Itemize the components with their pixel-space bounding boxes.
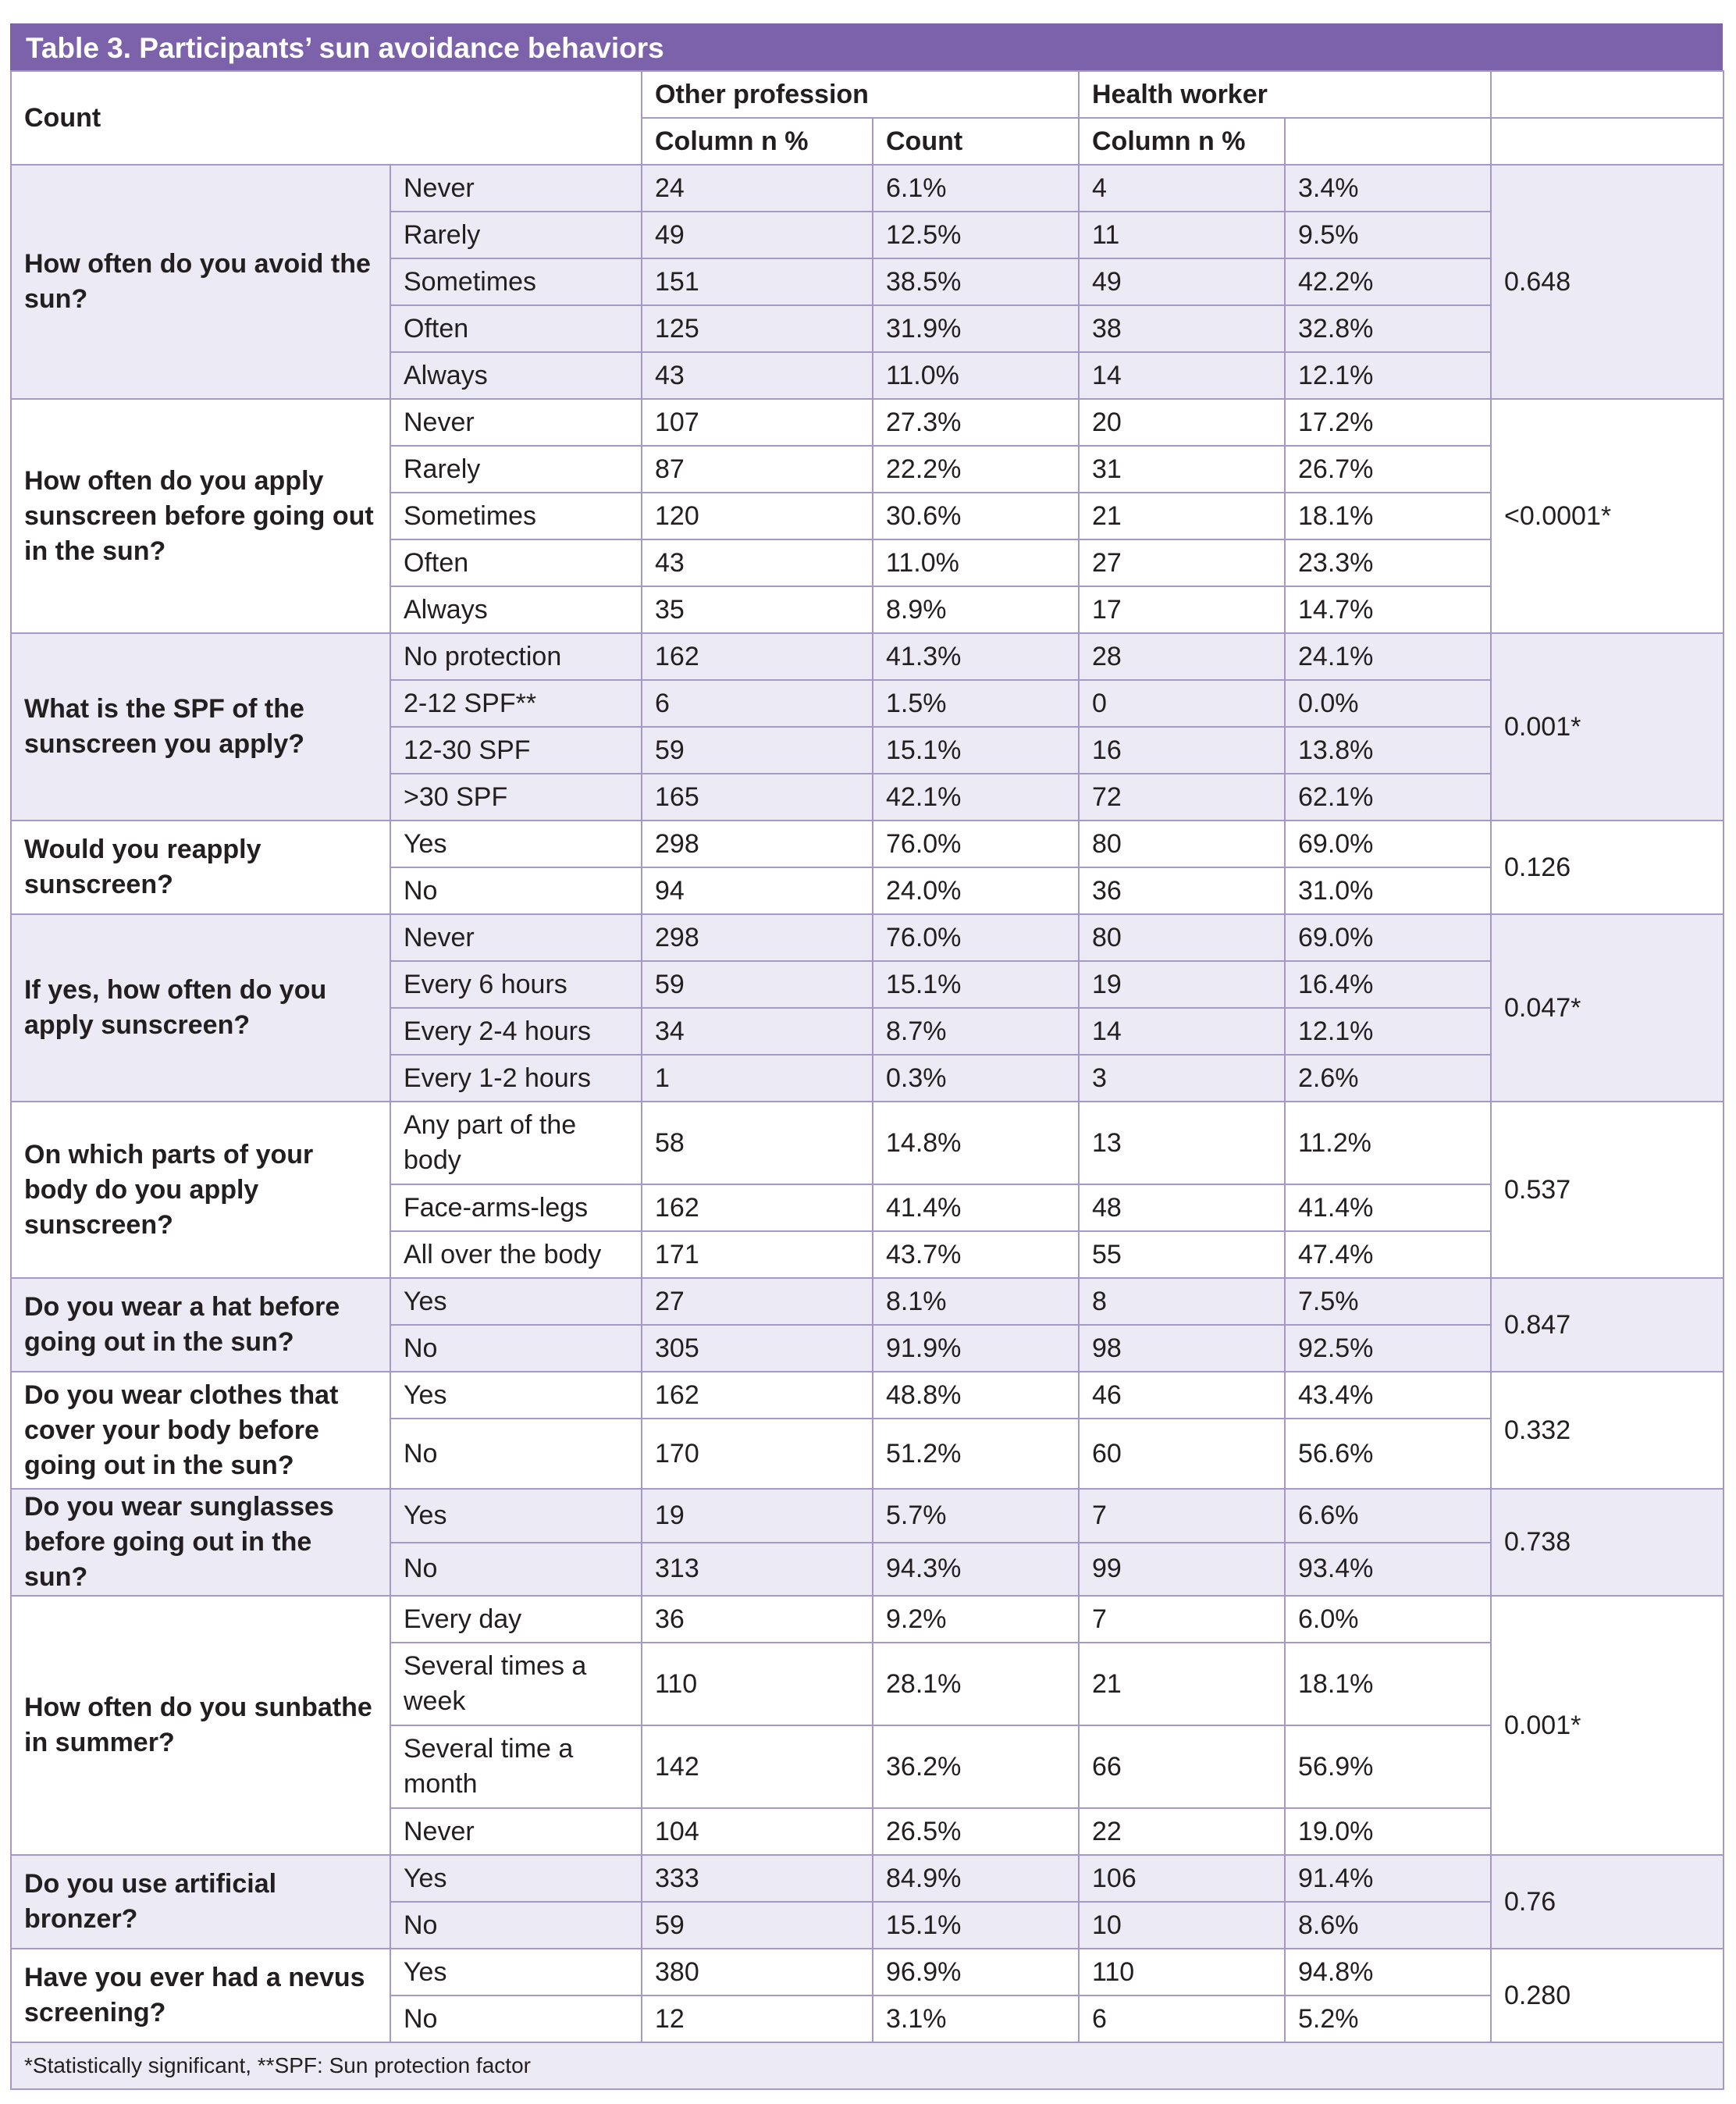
answer-label-cell: Yes <box>390 1278 642 1325</box>
value-cell: 38.5% <box>873 258 1079 305</box>
header-row-1 <box>11 71 1724 118</box>
footnote: *Statistically significant, **SPF: Sun protection factor <box>11 2042 1724 2089</box>
header-p-value-cell <box>1491 71 1724 118</box>
answer-label-cell: Several times a week <box>390 1643 642 1725</box>
value-cell: 12 <box>642 1995 873 2042</box>
value-cell: 60 <box>1079 1419 1285 1489</box>
value-cell: 298 <box>642 914 873 961</box>
question-cell: How often do you apply sunscreen before going out in the sun? <box>11 399 390 633</box>
value-cell: 380 <box>642 1949 873 1995</box>
value-cell: 110 <box>642 1643 873 1725</box>
value-cell: 0.0% <box>1285 680 1491 727</box>
answer-label-cell: Often <box>390 305 642 352</box>
value-cell: 30.6% <box>873 493 1079 539</box>
answer-label-cell: Yes <box>390 1372 642 1419</box>
answer-label-cell: No <box>390 1325 642 1372</box>
answer-label-cell: Yes <box>390 1489 642 1543</box>
question-cell: If yes, how often do you apply sunscreen? <box>11 914 390 1102</box>
value-cell: 11.2% <box>1285 1102 1491 1184</box>
value-cell: 56.6% <box>1285 1419 1491 1489</box>
value-cell: 125 <box>642 305 873 352</box>
answer-label-cell: Often <box>390 539 642 586</box>
value-cell: 21 <box>1079 493 1285 539</box>
value-cell: 20 <box>1079 399 1285 446</box>
value-cell: 55 <box>1079 1231 1285 1278</box>
value-cell: 12.1% <box>1285 352 1491 399</box>
value-cell: 120 <box>642 493 873 539</box>
header-other-profession: Other profession <box>642 71 1079 118</box>
value-cell: 298 <box>642 821 873 867</box>
value-cell: 21 <box>1079 1643 1285 1725</box>
answer-label-cell: No <box>390 867 642 914</box>
answer-label-cell: Any part of the body <box>390 1102 642 1184</box>
value-cell: 91.4% <box>1285 1855 1491 1902</box>
value-cell: 27 <box>642 1278 873 1325</box>
value-cell: 41.4% <box>1285 1184 1491 1231</box>
value-cell: 7 <box>1079 1596 1285 1643</box>
value-cell: 8.9% <box>873 586 1079 633</box>
header-col4 <box>1285 118 1491 165</box>
value-cell: 69.0% <box>1285 914 1491 961</box>
answer-label-cell: Every 1-2 hours <box>390 1055 642 1102</box>
value-cell: 32.8% <box>1285 305 1491 352</box>
p-value-cell: <0.0001* <box>1491 399 1724 633</box>
value-cell: 3.1% <box>873 1995 1079 2042</box>
value-cell: 41.4% <box>873 1184 1079 1231</box>
header-col3: Column n % <box>1079 118 1285 165</box>
value-cell: 46 <box>1079 1372 1285 1419</box>
value-cell: 76.0% <box>873 914 1079 961</box>
value-cell: 162 <box>642 633 873 680</box>
value-cell: 15.1% <box>873 961 1079 1008</box>
value-cell: 162 <box>642 1184 873 1231</box>
value-cell: 0.3% <box>873 1055 1079 1102</box>
answer-label-cell: Never <box>390 1808 642 1855</box>
value-cell: 15.1% <box>873 1902 1079 1949</box>
value-cell: 6.1% <box>873 165 1079 212</box>
value-cell: 11 <box>1079 212 1285 258</box>
value-cell: 26.7% <box>1285 446 1491 493</box>
answer-label-cell: Every day <box>390 1596 642 1643</box>
question-cell: Do you wear sunglasses before going out in the sun? <box>11 1489 390 1596</box>
table-row <box>11 399 1724 446</box>
question-cell: How often do you sunbathe in summer? <box>11 1596 390 1855</box>
value-cell: 7 <box>1079 1489 1285 1543</box>
value-cell: 19.0% <box>1285 1808 1491 1855</box>
value-cell: 28.1% <box>873 1643 1079 1725</box>
answer-label-cell: 12-30 SPF <box>390 727 642 774</box>
value-cell: 49 <box>642 212 873 258</box>
answer-label-cell: 2-12 SPF** <box>390 680 642 727</box>
value-cell: 23.3% <box>1285 539 1491 586</box>
value-cell: 6 <box>1079 1995 1285 2042</box>
value-cell: 91.9% <box>873 1325 1079 1372</box>
value-cell: 16.4% <box>1285 961 1491 1008</box>
header-health-worker: Health worker <box>1079 71 1491 118</box>
table-row <box>11 821 1724 867</box>
value-cell: 16 <box>1079 727 1285 774</box>
value-cell: 31.0% <box>1285 867 1491 914</box>
footnote-row <box>11 2042 1724 2089</box>
value-cell: 19 <box>1079 961 1285 1008</box>
question-cell: On which parts of your body do you apply sunscreen? <box>11 1102 390 1278</box>
value-cell: 94.8% <box>1285 1949 1491 1995</box>
value-cell: 38 <box>1079 305 1285 352</box>
value-cell: 31.9% <box>873 305 1079 352</box>
value-cell: 7.5% <box>1285 1278 1491 1325</box>
value-cell: 24.1% <box>1285 633 1491 680</box>
value-cell: 11.0% <box>873 539 1079 586</box>
value-cell: 99 <box>1079 1543 1285 1597</box>
value-cell: 13 <box>1079 1102 1285 1184</box>
value-cell: 66 <box>1079 1725 1285 1808</box>
answer-label-cell: All over the body <box>390 1231 642 1278</box>
value-cell: 80 <box>1079 914 1285 961</box>
value-cell: 80 <box>1079 821 1285 867</box>
answer-label-cell: Always <box>390 352 642 399</box>
value-cell: 59 <box>642 727 873 774</box>
sun-avoidance-table <box>10 70 1724 2090</box>
value-cell: 313 <box>642 1543 873 1597</box>
answer-label-cell: Yes <box>390 1855 642 1902</box>
value-cell: 162 <box>642 1372 873 1419</box>
table-row <box>11 1372 1724 1419</box>
table-container <box>10 23 1723 2090</box>
p-value-cell: 0.126 <box>1491 821 1724 914</box>
value-cell: 12.5% <box>873 212 1079 258</box>
value-cell: 43.7% <box>873 1231 1079 1278</box>
value-cell: 9.5% <box>1285 212 1491 258</box>
value-cell: 107 <box>642 399 873 446</box>
value-cell: 110 <box>1079 1949 1285 1995</box>
value-cell: 18.1% <box>1285 493 1491 539</box>
value-cell: 59 <box>642 1902 873 1949</box>
value-cell: 8.6% <box>1285 1902 1491 1949</box>
answer-label-cell: Never <box>390 165 642 212</box>
question-cell: Do you use artificial bronzer? <box>11 1855 390 1949</box>
p-value-cell: 0.001* <box>1491 633 1724 821</box>
value-cell: 41.3% <box>873 633 1079 680</box>
value-cell: 14 <box>1079 352 1285 399</box>
value-cell: 69.0% <box>1285 821 1491 867</box>
value-cell: 3.4% <box>1285 165 1491 212</box>
value-cell: 14.7% <box>1285 586 1491 633</box>
answer-label-cell: Sometimes <box>390 493 642 539</box>
value-cell: 72 <box>1079 774 1285 821</box>
value-cell: 34 <box>642 1008 873 1055</box>
answer-label-cell: No protection <box>390 633 642 680</box>
value-cell: 8.1% <box>873 1278 1079 1325</box>
p-value-cell: 0.537 <box>1491 1102 1724 1278</box>
table-row <box>11 1278 1724 1325</box>
question-cell: Do you wear a hat before going out in the sun? <box>11 1278 390 1372</box>
value-cell: 96.9% <box>873 1949 1079 1995</box>
answer-label-cell: Yes <box>390 1949 642 1995</box>
answer-label-cell: No <box>390 1419 642 1489</box>
value-cell: 87 <box>642 446 873 493</box>
value-cell: 48.8% <box>873 1372 1079 1419</box>
value-cell: 35 <box>642 586 873 633</box>
value-cell: 6.6% <box>1285 1489 1491 1543</box>
value-cell: 1 <box>642 1055 873 1102</box>
value-cell: 4 <box>1079 165 1285 212</box>
p-value-cell: 0.001* <box>1491 1596 1724 1855</box>
table-body <box>11 71 1724 2089</box>
answer-label-cell: Every 2-4 hours <box>390 1008 642 1055</box>
answer-label-cell: Rarely <box>390 212 642 258</box>
value-cell: 171 <box>642 1231 873 1278</box>
value-cell: 27.3% <box>873 399 1079 446</box>
value-cell: 94.3% <box>873 1543 1079 1597</box>
value-cell: 333 <box>642 1855 873 1902</box>
value-cell: 84.9% <box>873 1855 1079 1902</box>
value-cell: 36 <box>642 1596 873 1643</box>
header-col2: Count <box>873 118 1079 165</box>
value-cell: 10 <box>1079 1902 1285 1949</box>
answer-label-cell: Always <box>390 586 642 633</box>
value-cell: 49 <box>1079 258 1285 305</box>
answer-label-cell: Every 6 hours <box>390 961 642 1008</box>
value-cell: 305 <box>642 1325 873 1372</box>
header-col1: Column n % <box>642 118 873 165</box>
value-cell: 24 <box>642 165 873 212</box>
question-cell: Would you reapply sunscreen? <box>11 821 390 914</box>
table-row <box>11 633 1724 680</box>
question-cell: How often do you avoid the sun? <box>11 165 390 399</box>
value-cell: 8 <box>1079 1278 1285 1325</box>
p-value-cell: 0.047* <box>1491 914 1724 1102</box>
value-cell: 17.2% <box>1285 399 1491 446</box>
answer-label-cell: Rarely <box>390 446 642 493</box>
value-cell: 1.5% <box>873 680 1079 727</box>
value-cell: 8.7% <box>873 1008 1079 1055</box>
value-cell: 14.8% <box>873 1102 1079 1184</box>
value-cell: 51.2% <box>873 1419 1079 1489</box>
value-cell: 36 <box>1079 867 1285 914</box>
value-cell: 11.0% <box>873 352 1079 399</box>
header-p-value-cell-2 <box>1491 118 1724 165</box>
answer-label-cell: Face-arms-legs <box>390 1184 642 1231</box>
value-cell: 165 <box>642 774 873 821</box>
value-cell: 62.1% <box>1285 774 1491 821</box>
value-cell: 151 <box>642 258 873 305</box>
value-cell: 14 <box>1079 1008 1285 1055</box>
value-cell: 22 <box>1079 1808 1285 1855</box>
table-row <box>11 1949 1724 1995</box>
p-value-cell: 0.280 <box>1491 1949 1724 2042</box>
value-cell: 98 <box>1079 1325 1285 1372</box>
header-count: Count <box>11 71 642 165</box>
value-cell: 43 <box>642 352 873 399</box>
value-cell: 104 <box>642 1808 873 1855</box>
value-cell: 24.0% <box>873 867 1079 914</box>
value-cell: 42.1% <box>873 774 1079 821</box>
value-cell: 48 <box>1079 1184 1285 1231</box>
table-row <box>11 1855 1724 1902</box>
value-cell: 22.2% <box>873 446 1079 493</box>
value-cell: 17 <box>1079 586 1285 633</box>
value-cell: 6 <box>642 680 873 727</box>
value-cell: 13.8% <box>1285 727 1491 774</box>
value-cell: 18.1% <box>1285 1643 1491 1725</box>
value-cell: 43.4% <box>1285 1372 1491 1419</box>
value-cell: 42.2% <box>1285 258 1491 305</box>
answer-label-cell: Sometimes <box>390 258 642 305</box>
value-cell: 15.1% <box>873 727 1079 774</box>
value-cell: 6.0% <box>1285 1596 1491 1643</box>
value-cell: 92.5% <box>1285 1325 1491 1372</box>
value-cell: 9.2% <box>873 1596 1079 1643</box>
value-cell: 56.9% <box>1285 1725 1491 1808</box>
p-value-cell: 0.738 <box>1491 1489 1724 1596</box>
value-cell: 58 <box>642 1102 873 1184</box>
value-cell: 142 <box>642 1725 873 1808</box>
value-cell: 2.6% <box>1285 1055 1491 1102</box>
value-cell: 31 <box>1079 446 1285 493</box>
value-cell: 170 <box>642 1419 873 1489</box>
question-cell: Do you wear clothes that cover your body before going out in the sun? <box>11 1372 390 1489</box>
answer-label-cell: No <box>390 1543 642 1597</box>
answer-label-cell: Several time a month <box>390 1725 642 1808</box>
question-cell: Have you ever had a nevus screening? <box>11 1949 390 2042</box>
table-row <box>11 1596 1724 1643</box>
value-cell: 106 <box>1079 1855 1285 1902</box>
value-cell: 47.4% <box>1285 1231 1491 1278</box>
value-cell: 3 <box>1079 1055 1285 1102</box>
value-cell: 5.2% <box>1285 1995 1491 2042</box>
p-value-cell: 0.76 <box>1491 1855 1724 1949</box>
value-cell: 93.4% <box>1285 1543 1491 1597</box>
question-cell: What is the SPF of the sunscreen you apply? <box>11 633 390 821</box>
answer-label-cell: Never <box>390 914 642 961</box>
p-value-cell: 0.332 <box>1491 1372 1724 1489</box>
answer-label-cell: Yes <box>390 821 642 867</box>
value-cell: 12.1% <box>1285 1008 1491 1055</box>
value-cell: 26.5% <box>873 1808 1079 1855</box>
answer-label-cell: >30 SPF <box>390 774 642 821</box>
table-row <box>11 1102 1724 1184</box>
answer-label-cell: Never <box>390 399 642 446</box>
table-row <box>11 914 1724 961</box>
value-cell: 19 <box>642 1489 873 1543</box>
answer-label-cell: No <box>390 1995 642 2042</box>
value-cell: 43 <box>642 539 873 586</box>
value-cell: 36.2% <box>873 1725 1079 1808</box>
answer-label-cell: No <box>390 1902 642 1949</box>
value-cell: 5.7% <box>873 1489 1079 1543</box>
value-cell: 76.0% <box>873 821 1079 867</box>
p-value-cell: 0.648 <box>1491 165 1724 399</box>
value-cell: 59 <box>642 961 873 1008</box>
table-row <box>11 1489 1724 1543</box>
value-cell: 94 <box>642 867 873 914</box>
value-cell: 0 <box>1079 680 1285 727</box>
table-title: Table 3. Participants’ sun avoidance behaviors <box>10 23 1723 70</box>
value-cell: 27 <box>1079 539 1285 586</box>
value-cell: 28 <box>1079 633 1285 680</box>
table-row <box>11 165 1724 212</box>
p-value-cell: 0.847 <box>1491 1278 1724 1372</box>
